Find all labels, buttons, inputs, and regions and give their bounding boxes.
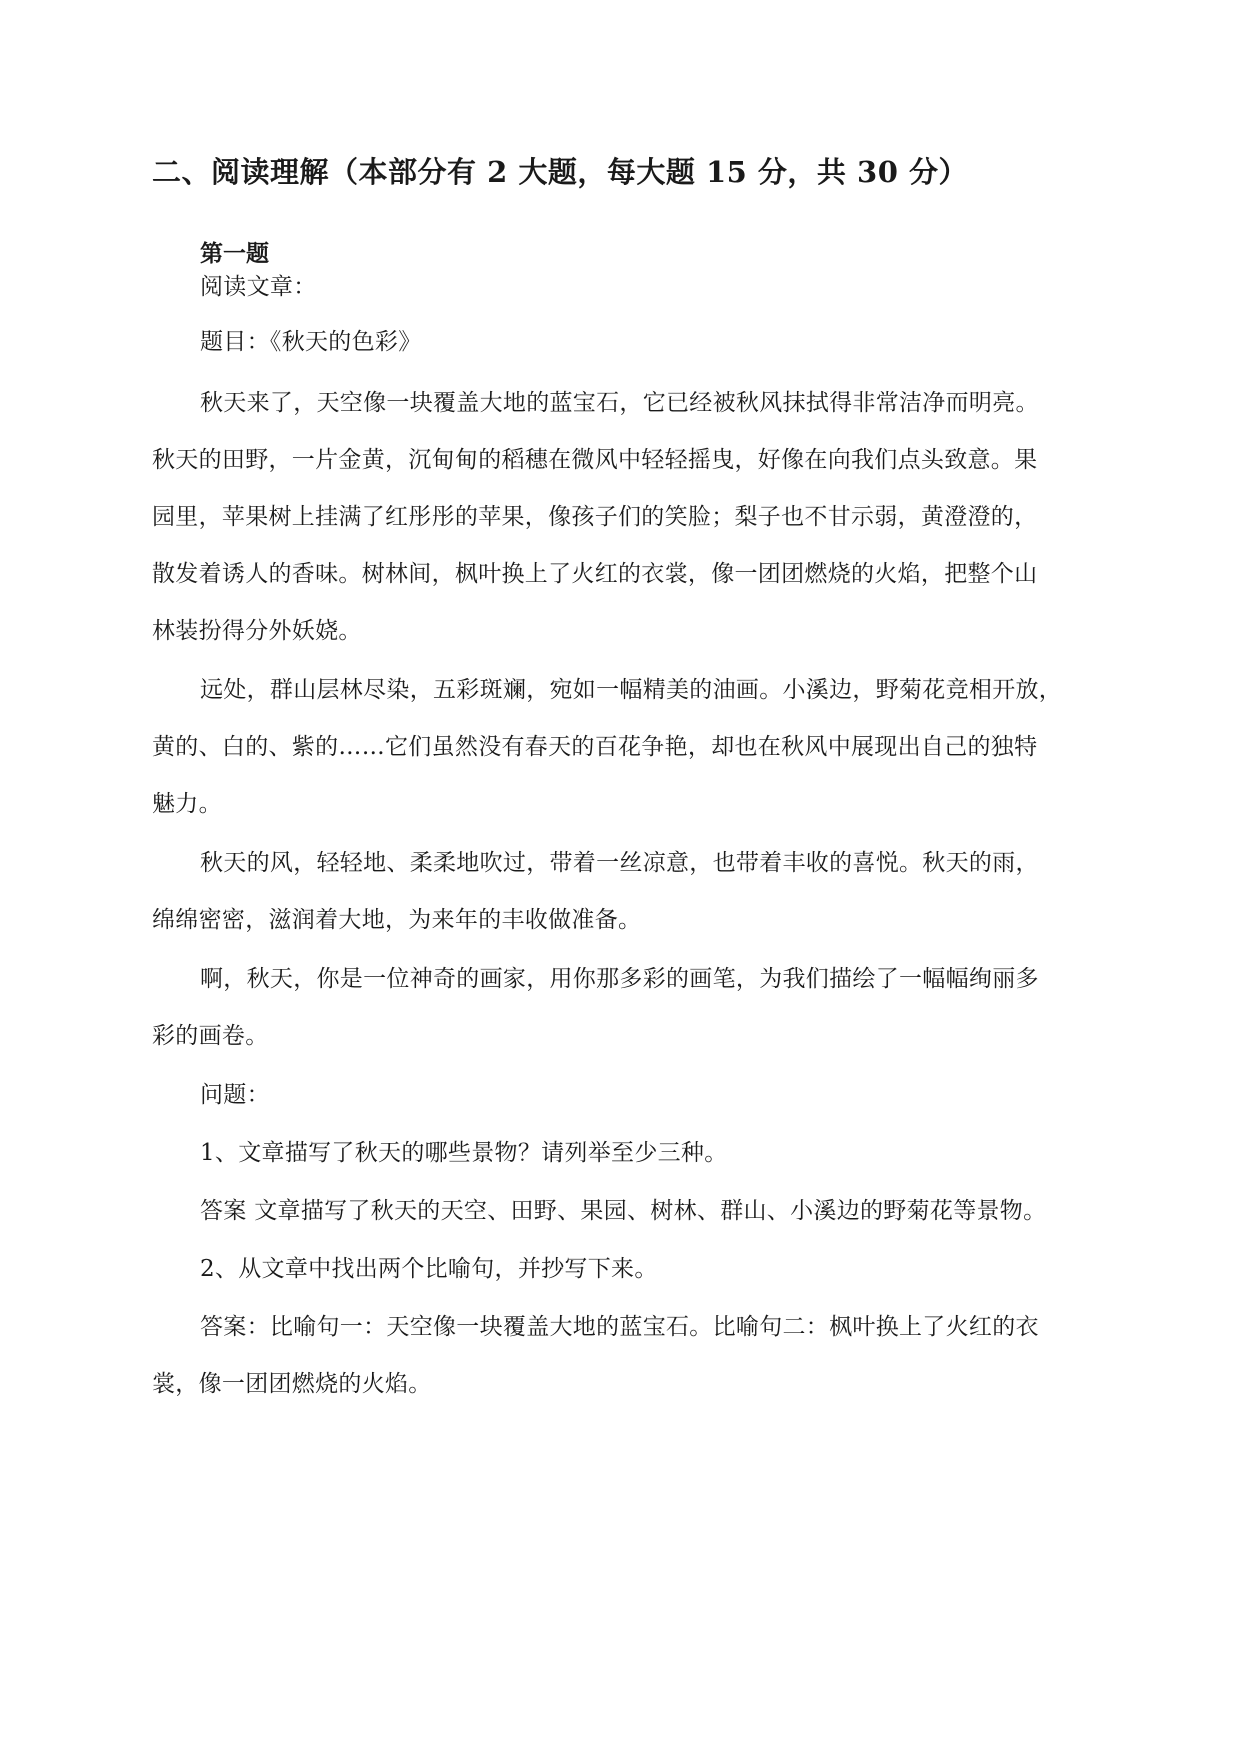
question-1: 1、文章描写了秋天的哪些景物？请列举至少三种。 [200, 1140, 728, 1166]
read-prompt: 阅读文章： [200, 274, 317, 300]
section-title: 二、阅读理解（本部分有 2 大题，每大题 15 分，共 30 分） [152, 155, 968, 189]
paragraph-line: 啊，秋天，你是一位神奇的画家，用你那多彩的画笔，为我们描绘了一幅幅绚丽多 [200, 966, 1039, 992]
question-2: 2、从文章中找出两个比喻句，并抄写下来。 [200, 1256, 658, 1282]
paragraph-line: 散发着诱人的香味。树林间，枫叶换上了火红的衣裳，像一团团燃烧的火焰，把整个山 [152, 561, 1038, 587]
paragraph-line: 魅力。 [152, 791, 222, 817]
paragraph-line: 彩的画卷。 [152, 1023, 269, 1049]
article-title: 题目：《秋天的色彩》 [200, 329, 422, 355]
answer-1: 答案 文章描写了秋天的天空、田野、果园、树林、群山、小溪边的野菊花等景物。 [200, 1198, 1047, 1224]
paragraph-line: 林装扮得分外妖娆。 [152, 618, 362, 644]
paragraph-line: 远处，群山层林尽染，五彩斑斓，宛如一幅精美的油画。小溪边，野菊花竞相开放， [200, 677, 1063, 703]
paragraph-line: 绵绵密密，滋润着大地，为来年的丰收做准备。 [152, 907, 642, 933]
question-heading: 第一题 [200, 240, 269, 267]
answer-2-line: 裳，像一团团燃烧的火焰。 [152, 1371, 432, 1397]
questions-label: 问题： [200, 1082, 270, 1108]
paragraph-line: 秋天来了，天空像一块覆盖大地的蓝宝石，它已经被秋风抹拭得非常洁净而明亮。 [200, 390, 1039, 416]
paragraph-line: 园里，苹果树上挂满了红彤彤的苹果，像孩子们的笑脸；梨子也不甘示弱，黄澄澄的， [152, 504, 1038, 530]
paragraph-line: 黄的、白的、紫的……它们虽然没有春天的百花争艳，却也在秋风中展现出自己的独特 [152, 734, 1038, 760]
paragraph-line: 秋天的田野，一片金黄，沉甸甸的稻穗在微风中轻轻摇曳，好像在向我们点头致意。果 [152, 447, 1038, 473]
paragraph-line: 秋天的风，轻轻地、柔柔地吹过，带着一丝凉意，也带着丰收的喜悦。秋天的雨， [200, 850, 1039, 876]
answer-2-line: 答案：比喻句一：天空像一块覆盖大地的蓝宝石。比喻句二：枫叶换上了火红的衣 [200, 1314, 1039, 1340]
